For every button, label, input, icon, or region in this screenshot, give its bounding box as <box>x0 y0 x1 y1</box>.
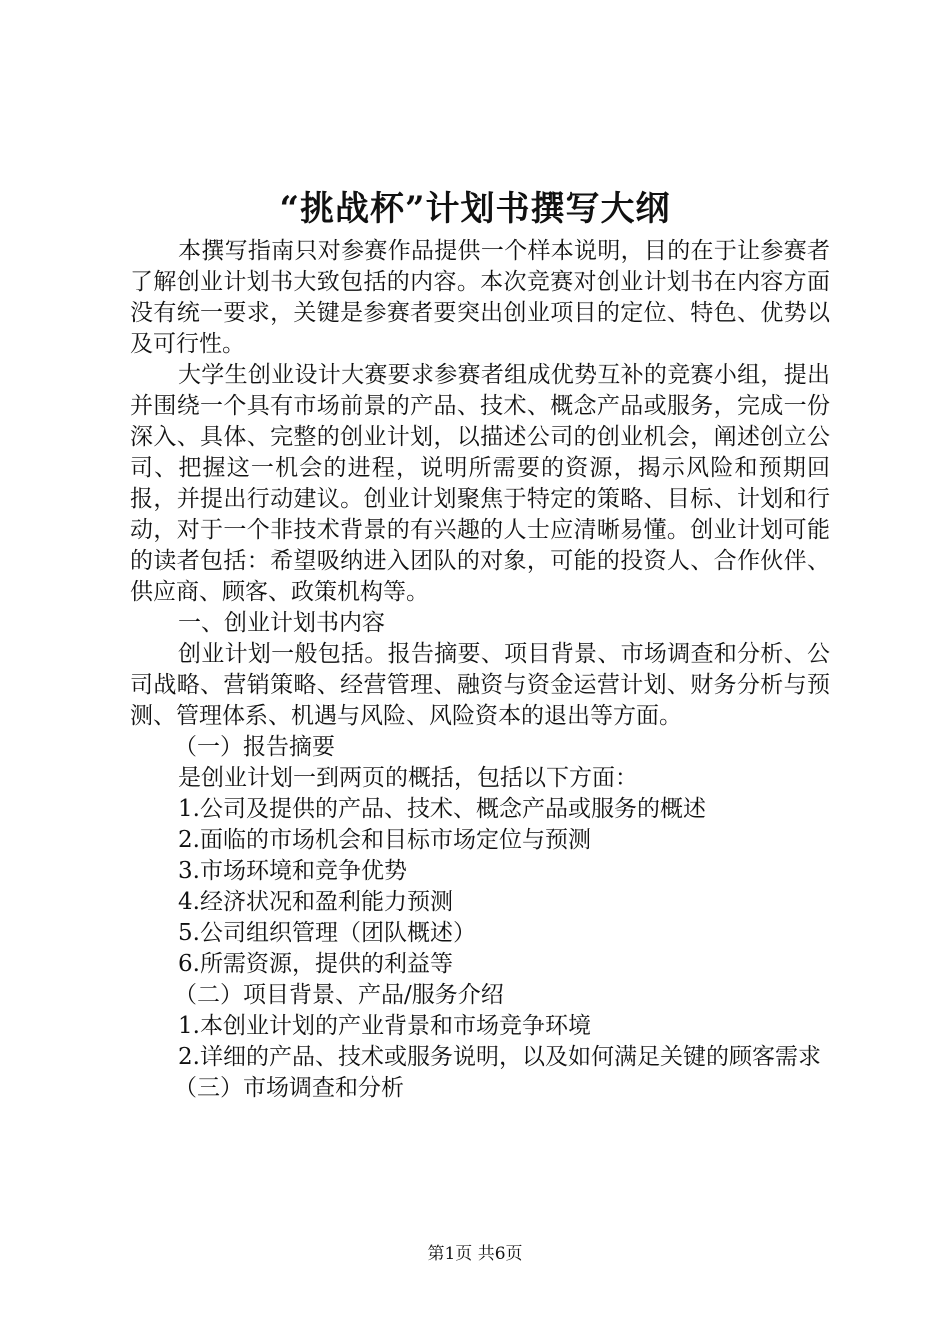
document-body <box>130 236 830 1104</box>
section-heading: 一、创业计划书内容 <box>178 610 385 636</box>
subsection-heading: （二）项目背景、产品/服务介绍 <box>174 982 504 1008</box>
intro-paragraph: 本撰写指南只对参赛作品提供一个样本说明，目的在于让参赛者了解创业计划书大致包括的内容。本次竞赛对创业计划书在内容方面没有统一要求，关键是参赛者要突出创业项目的定位、特色、优势以及可行性。 <box>130 238 830 357</box>
list-item: 1.公司及提供的产品、技术、概念产品或服务的概述 <box>178 796 706 822</box>
list-item: 3.市场环境和竞争优势 <box>178 858 407 884</box>
subsection-heading: （一）报告摘要 <box>174 734 335 760</box>
list-item: 5.公司组织管理（团队概述） <box>178 920 476 946</box>
list-item: 1.本创业计划的产业背景和市场竞争环境 <box>178 1013 591 1039</box>
list-item: 6.所需资源，提供的利益等 <box>178 951 453 977</box>
list-item: 2.详细的产品、技术或服务说明，以及如何满足关键的顾客需求 <box>178 1044 821 1070</box>
summary-intro: 是创业计划一到两页的概括，包括以下方面： <box>178 765 638 791</box>
subsection-heading: （三）市场调查和分析 <box>174 1075 404 1101</box>
contents-paragraph: 创业计划一般包括。报告摘要、项目背景、市场调查和分析、公司战略、营销策略、经营管理、融资与资金运营计划、财务分析与预测、管理体系、机遇与风险、风险资本的退出等方面。 <box>130 641 830 729</box>
list-item: 4.经济状况和盈利能力预测 <box>178 889 453 915</box>
page-footer: 第1页 共6页 <box>427 1244 523 1264</box>
requirements-paragraph: 大学生创业设计大赛要求参赛者组成优势互补的竞赛小组，提出并围绕一个具有市场前景的产品、技术、概念产品或服务，完成一份深入、具体、完整的创业计划，以描述公司的创业机会，阐述创立公司、把握这一机会的进程，说明所需要的资源，揭示风险和预期回报，并提出行动建议。创业计划聚焦于特定的策略、目标、计划和行动，对于一个非技术背景的有兴趣的人士应清晰易懂。创业计划可能的读者包括：希望吸纳进入团队的对象，可能的投资人、合作伙伴、供应商、顾客、政策机构等。 <box>130 362 830 605</box>
document-title: “挑战杯”计划书撰写大纲 <box>279 189 671 229</box>
list-item: 2.面临的市场机会和目标市场定位与预测 <box>178 827 591 853</box>
